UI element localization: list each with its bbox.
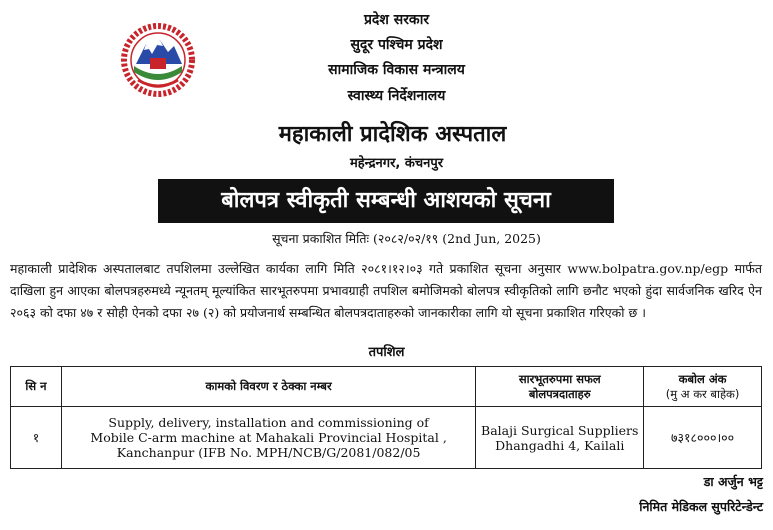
col-header-bidder-line1: सारभूतरुपमा सफल — [518, 371, 601, 386]
header-province-government: प्रदेश सरकार — [363, 12, 430, 28]
col-header-amount — [644, 367, 762, 407]
details-table — [10, 366, 762, 469]
col-header-sn: सि न — [11, 367, 62, 407]
section-title: तपशिल — [368, 345, 405, 360]
notice-title: बोलपत्र स्वीकृती सम्बन्धी आशयको सूचना — [158, 179, 614, 223]
header-ministry: सामाजिक विकास मन्त्रालय — [328, 62, 465, 78]
col-header-description: कामको विवरण र ठेक्का नम्बर — [61, 367, 475, 407]
header-province-name: सुदूर पश्चिम प्रदेश — [350, 37, 443, 53]
cell-bidder-line2: Dhangadhi 4, Kailali — [495, 437, 625, 453]
hospital-name: महाकाली प्रादेशिक अस्पताल — [278, 122, 507, 147]
col-header-amount-line1: कबोल अंक — [678, 371, 727, 386]
cell-bidder — [476, 407, 644, 469]
signatory-designation: निमित मेडिकल सुपरिटेन्डेन्ट — [639, 499, 763, 514]
publish-date: सूचना प्रकाशित मितिः (२०८२/०२/१९ (2nd Jun, 2025) — [272, 231, 541, 246]
cell-amount: ७३१८०००।०० — [644, 407, 762, 469]
cell-bidder-line1: Balaji Surgical Suppliers — [481, 422, 639, 438]
col-header-bidder — [476, 367, 644, 407]
cell-description-line1: Supply, delivery, installation and commissioning of — [108, 415, 429, 430]
cell-sn: १ — [11, 407, 62, 469]
header-directorate: स्वास्थ्य निर्देशनालय — [347, 88, 446, 104]
cell-description-line2: Mobile C-arm machine at Mahakali Provincial Hospital , — [90, 430, 447, 445]
table-header-row — [11, 367, 762, 407]
hospital-address: महेन्द्रनगर, कंचनपुर — [349, 156, 444, 171]
cell-description — [61, 407, 475, 469]
col-header-bidder-line2: बोलपत्रदाताहरु — [528, 386, 591, 401]
col-header-amount-line2: (मु अ कर बाहेक) — [665, 386, 740, 401]
table-row — [11, 407, 762, 469]
signatory-name: डा अर्जुन भट्ट — [703, 474, 763, 489]
notice-body: महाकाली प्रादेशिक अस्पतालबाट तपशिलमा उल्लेखित कार्यका लागि मिति २०८१।१२।०३ गते प्रकाशित सूचना अनुसार www.bolpatra.gov.np/egp मार्फत दाखिला हुन आएका बोलपत्रहरुमध्ये न्यूनतम् मूल्यांकित सारभूतरुपमा प्रभावग्राही तपशिल बमोजिमको बोलपत्र स्वीकृतिको लागि छनौट भएको हुंदा सार्वजनिक खरिद ऐन २०६३ को दफा ४७ र सोही ऐनको दफा २७ (२) को प्रयोजनार्थ सम्बन्धित बोलपत्रदाताहरुको जानकारीका लागि यो सूचना प्रकाशित गरिएको छ । — [10, 261, 762, 320]
cell-description-line3: Kanchanpur (IFB No. MPH/NCB/G/2081/082/05 — [116, 445, 421, 460]
